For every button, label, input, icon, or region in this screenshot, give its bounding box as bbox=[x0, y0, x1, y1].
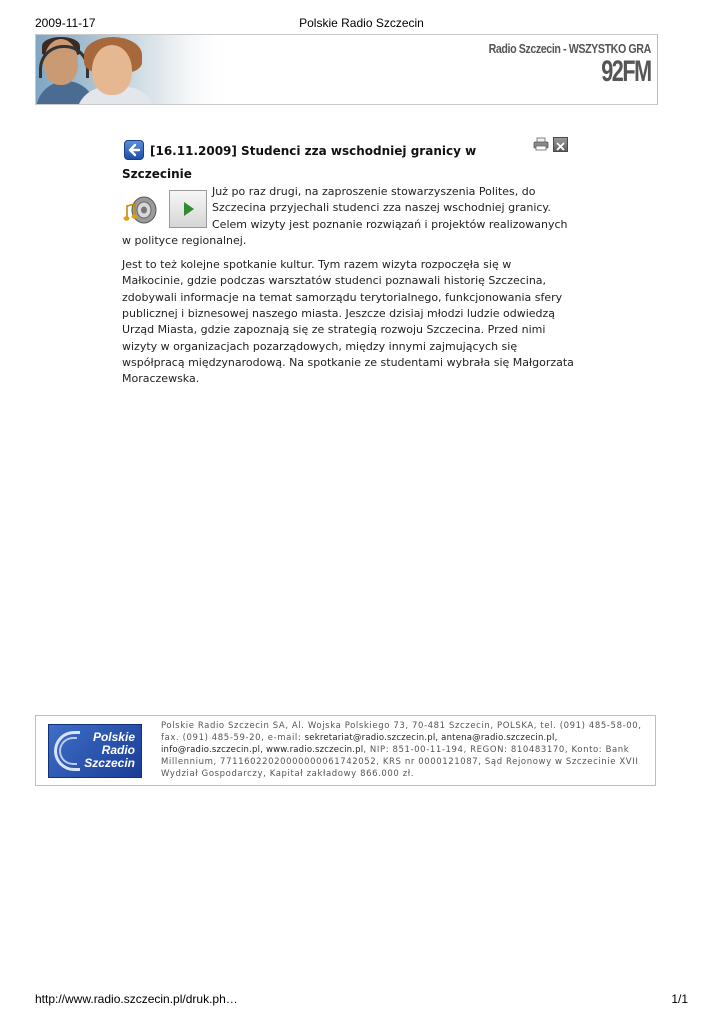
site-banner bbox=[35, 34, 658, 105]
company-registration: , NIP: 851-00-11-194, REGON: 810483170, Konto: Bank Millennium, 77116022020000000061742052, KRS nr 0000121087, Sąd Rejonowy w Szczecinie XVII Wydział Gospodarczy, Kapitał zakładowy 866.000 zł. bbox=[161, 745, 639, 779]
printer-icon[interactable] bbox=[533, 137, 549, 151]
contact-emails[interactable]: sekretariat@radio.szczecin.pl, antena@radio.szczecin.pl, info@radio.szczecin.pl, www.radio.szczecin.pl bbox=[161, 733, 558, 755]
company-info bbox=[161, 720, 645, 780]
print-date: 2009-11-17 bbox=[35, 16, 96, 30]
back-arrow-icon[interactable] bbox=[124, 140, 144, 160]
logo-line: Polskie bbox=[92, 730, 135, 744]
print-title: Polskie Radio Szczecin bbox=[299, 16, 424, 30]
print-url: http://www.radio.szczecin.pl/druk.ph… bbox=[35, 992, 238, 1006]
page-number: 1/1 bbox=[671, 992, 688, 1006]
article-body bbox=[122, 184, 574, 396]
article-paragraph: Jest to też kolejne spotkanie kultur. Tym razem wizyta rozpoczęła się w Małkocinie, gdzie podczas warsztatów studenci poznawali historię Szczecina, zdobywali informacje na temat samorządu terytorialnego, funkcjonowania sfery publicznej i biznesowej naszego miasta. Jeszcze dzisiaj młodzi ludzie odwiedzą Urząd Miasta, gdzie zapoznają się ze strategią rozwoju Szczecina. Przed nimi wizyty w organizacjach pozarządowych, między innymi zajmujących się współpracą międzynarodową. Na spotkanie ze studentami wybrała się Małgorzata Moraczewska. bbox=[122, 258, 574, 386]
close-icon[interactable] bbox=[553, 137, 568, 152]
print-footer bbox=[35, 992, 688, 1008]
logo-line: Radio bbox=[101, 743, 135, 757]
banner-frequency: 92FM bbox=[601, 55, 651, 88]
print-header bbox=[35, 16, 688, 32]
article-paragraph: Już po raz drugi, na zaproszenie stowarzyszenia Polites, do Szczecina przyjechali studenci zza naszej wschodniej granicy. Celem wizyty jest poznanie rozwiązań i projektów realizowanych w polityce regionalnej. bbox=[122, 185, 568, 247]
polskie-radio-logo[interactable] bbox=[48, 724, 142, 778]
company-address: Polskie Radio Szczecin SA, Al. Wojska Polskiego 73, 70-481 Szczecin, POLSKA, tel. (091) 485-58-00, fax. (091) 485-59-20, e-mail: bbox=[161, 721, 642, 743]
article-headline: [16.11.2009] Studenci zza wschodniej granicy w Szczecinie bbox=[122, 144, 477, 181]
footer-box bbox=[35, 715, 656, 786]
logo-line: Szczecin bbox=[84, 756, 135, 770]
banner-slogan: Radio Szczecin - WSZYSTKO GRA bbox=[488, 41, 651, 56]
